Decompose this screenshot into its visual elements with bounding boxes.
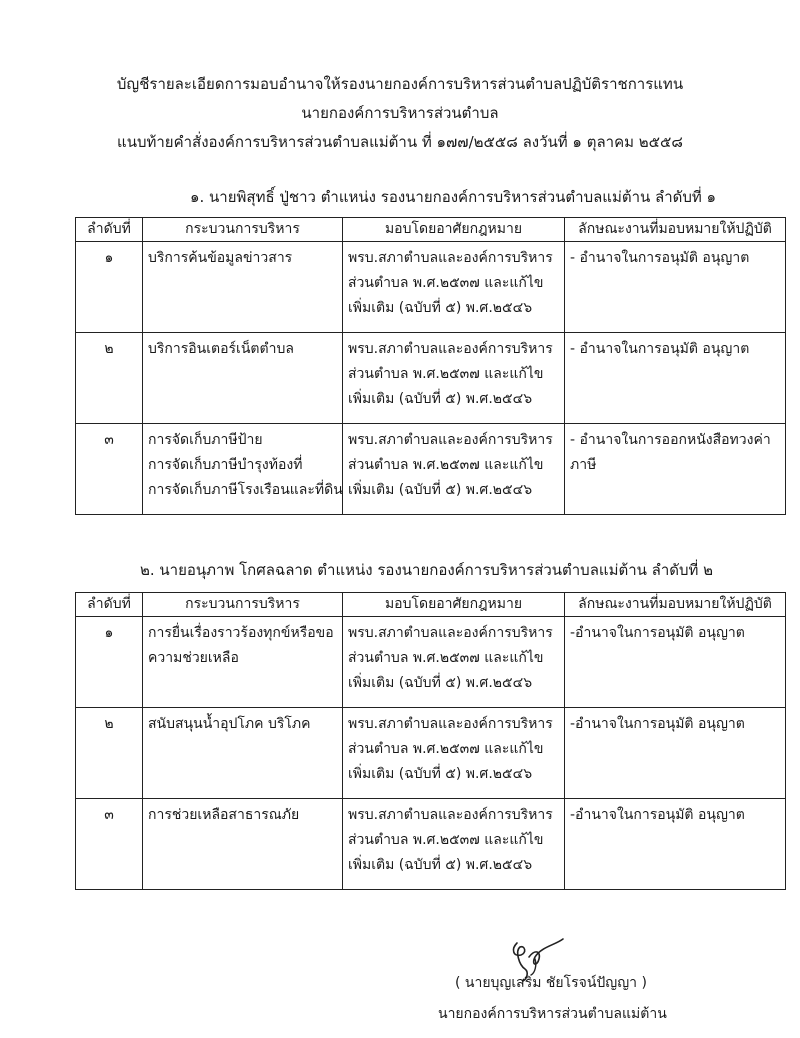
col-header-process: กระบวนการบริหาร bbox=[143, 593, 343, 617]
signer-title: นายกองค์การบริหารส่วนตำบลแม่ต้าน bbox=[438, 1006, 667, 1022]
row-assigned-work bbox=[565, 617, 786, 708]
row-law-basis bbox=[343, 333, 565, 424]
row-law-basis-line: พรบ.สภาตำบลและองค์การบริหาร bbox=[348, 716, 553, 732]
col-header-law-basis: มอบโดยอาศัยกฎหมาย bbox=[343, 218, 565, 242]
row-process bbox=[143, 424, 343, 515]
row-assigned-work-line: - อำนาจในการออกหนังสือทวงค่า bbox=[570, 432, 771, 448]
table-row bbox=[76, 617, 786, 708]
row-process bbox=[143, 708, 343, 799]
table-row bbox=[76, 799, 786, 890]
col-header-no: ลำดับที่ bbox=[76, 593, 143, 617]
row-law-basis-line: ส่วนตำบล พ.ศ.๒๕๓๗ และแก้ไข bbox=[348, 275, 544, 291]
row-law-basis-line: พรบ.สภาตำบลและองค์การบริหาร bbox=[348, 250, 553, 266]
col-header-no: ลำดับที่ bbox=[76, 218, 143, 242]
table-header-row bbox=[76, 218, 786, 242]
row-law-basis-line: เพิ่มเติม (ฉบับที่ ๕) พ.ศ.๒๕๔๖ bbox=[348, 766, 533, 782]
row-law-basis-line: พรบ.สภาตำบลและองค์การบริหาร bbox=[348, 807, 553, 823]
row-number: ๑ bbox=[76, 242, 143, 333]
row-assigned-work-line: -อำนาจในการอนุมัติ อนุญาต bbox=[570, 625, 745, 641]
row-number: ๑ bbox=[76, 617, 143, 708]
row-law-basis bbox=[343, 799, 565, 890]
table-row bbox=[76, 424, 786, 515]
row-process-line: บริการอินเตอร์เน็ตตำบล bbox=[148, 341, 294, 357]
row-law-basis-line: เพิ่มเติม (ฉบับที่ ๕) พ.ศ.๒๕๔๖ bbox=[348, 300, 533, 316]
col-header-assigned-work: ลักษณะงานที่มอบหมายให้ปฏิบัติ bbox=[565, 593, 786, 617]
table-row bbox=[76, 708, 786, 799]
row-law-basis-line: ส่วนตำบล พ.ศ.๒๕๓๗ และแก้ไข bbox=[348, 366, 544, 382]
col-header-assigned-work: ลักษณะงานที่มอบหมายให้ปฏิบัติ bbox=[565, 218, 786, 242]
row-process bbox=[143, 799, 343, 890]
table-header-row bbox=[76, 593, 786, 617]
row-law-basis bbox=[343, 242, 565, 333]
row-law-basis-line: ส่วนตำบล พ.ศ.๒๕๓๗ และแก้ไข bbox=[348, 650, 544, 666]
row-assigned-work bbox=[565, 424, 786, 515]
row-process-line: การจัดเก็บภาษีโรงเรือนและที่ดิน bbox=[148, 482, 343, 498]
table-row bbox=[76, 333, 786, 424]
row-number: ๓ bbox=[76, 424, 143, 515]
header-title-line2: นายกองค์การบริหารส่วนตำบล bbox=[301, 104, 499, 122]
row-law-basis-line: เพิ่มเติม (ฉบับที่ ๕) พ.ศ.๒๕๔๖ bbox=[348, 857, 533, 873]
section1-table bbox=[75, 217, 786, 515]
row-number: ๒ bbox=[76, 333, 143, 424]
signer-name: ( นายบุญเสริม ชัยโรจน์ปัญญา ) bbox=[455, 975, 647, 991]
row-law-basis-line: พรบ.สภาตำบลและองค์การบริหาร bbox=[348, 432, 553, 448]
col-header-law-basis: มอบโดยอาศัยกฎหมาย bbox=[343, 593, 565, 617]
row-process bbox=[143, 617, 343, 708]
row-assigned-work bbox=[565, 242, 786, 333]
row-law-basis-line: ส่วนตำบล พ.ศ.๒๕๓๗ และแก้ไข bbox=[348, 741, 544, 757]
row-process-line: สนับสนุนน้ำอุปโภค บริโภค bbox=[148, 716, 311, 732]
row-process-line: ความช่วยเหลือ bbox=[148, 650, 239, 666]
row-process bbox=[143, 333, 343, 424]
row-law-basis-line: เพิ่มเติม (ฉบับที่ ๕) พ.ศ.๒๕๔๖ bbox=[348, 482, 533, 498]
row-number: ๒ bbox=[76, 708, 143, 799]
row-process bbox=[143, 242, 343, 333]
row-law-basis bbox=[343, 617, 565, 708]
col-header-process: กระบวนการบริหาร bbox=[143, 218, 343, 242]
row-process-line: การจัดเก็บภาษีป้าย bbox=[148, 432, 263, 448]
row-process-line: การจัดเก็บภาษีบำรุงท้องที่ bbox=[148, 457, 303, 473]
row-law-basis-line: เพิ่มเติม (ฉบับที่ ๕) พ.ศ.๒๕๔๖ bbox=[348, 391, 533, 407]
row-process-line: บริการค้นข้อมูลข่าวสาร bbox=[148, 250, 293, 266]
row-law-basis bbox=[343, 708, 565, 799]
row-assigned-work bbox=[565, 333, 786, 424]
row-law-basis-line: เพิ่มเติม (ฉบับที่ ๕) พ.ศ.๒๕๔๖ bbox=[348, 675, 533, 691]
row-law-basis bbox=[343, 424, 565, 515]
row-law-basis-line: พรบ.สภาตำบลและองค์การบริหาร bbox=[348, 625, 553, 641]
section2-title: ๒. นายอนุภาพ โกศลฉลาด ตำแหน่ง รองนายกองค์การบริหารส่วนตำบลแม่ต้าน ลำดับที่ ๒ bbox=[140, 561, 714, 579]
document-header bbox=[0, 70, 800, 157]
row-number: ๓ bbox=[76, 799, 143, 890]
row-assigned-work-line: - อำนาจในการอนุมัติ อนุญาต bbox=[570, 341, 750, 357]
row-assigned-work-line: - อำนาจในการอนุมัติ อนุญาต bbox=[570, 250, 750, 266]
row-assigned-work-line: -อำนาจในการอนุมัติ อนุญาต bbox=[570, 807, 745, 823]
row-assigned-work bbox=[565, 799, 786, 890]
row-process-line: การช่วยเหลือสาธารณภัย bbox=[148, 807, 300, 823]
section2-table bbox=[75, 592, 786, 890]
row-law-basis-line: พรบ.สภาตำบลและองค์การบริหาร bbox=[348, 341, 553, 357]
row-assigned-work bbox=[565, 708, 786, 799]
row-assigned-work-line: ภาษี bbox=[570, 457, 597, 473]
header-title-line1: บัญชีรายละเอียดการมอบอำนาจให้รองนายกองค์การบริหารส่วนตำบลปฏิบัติราชการแทน bbox=[116, 75, 684, 93]
table-row bbox=[76, 242, 786, 333]
section1-title: ๑. นายพิสุทธิ์ ปู่ชาว ตำแหน่ง รองนายกองค์การบริหารส่วนตำบลแม่ต้าน ลำดับที่ ๑ bbox=[190, 188, 717, 206]
row-assigned-work-line: -อำนาจในการอนุมัติ อนุญาต bbox=[570, 716, 745, 732]
row-law-basis-line: ส่วนตำบล พ.ศ.๒๕๓๗ และแก้ไข bbox=[348, 457, 544, 473]
header-reference-line: แนบท้ายคำสั่งองค์การบริหารส่วนตำบลแม่ต้าน ที่ ๑๗๗/๒๕๕๘ ลงวันที่ ๑ ตุลาคม ๒๕๕๘ bbox=[117, 133, 683, 151]
row-process-line: การยื่นเรื่องราวร้องทุกข์หรือขอ bbox=[148, 625, 334, 641]
row-law-basis-line: ส่วนตำบล พ.ศ.๒๕๓๗ และแก้ไข bbox=[348, 832, 544, 848]
